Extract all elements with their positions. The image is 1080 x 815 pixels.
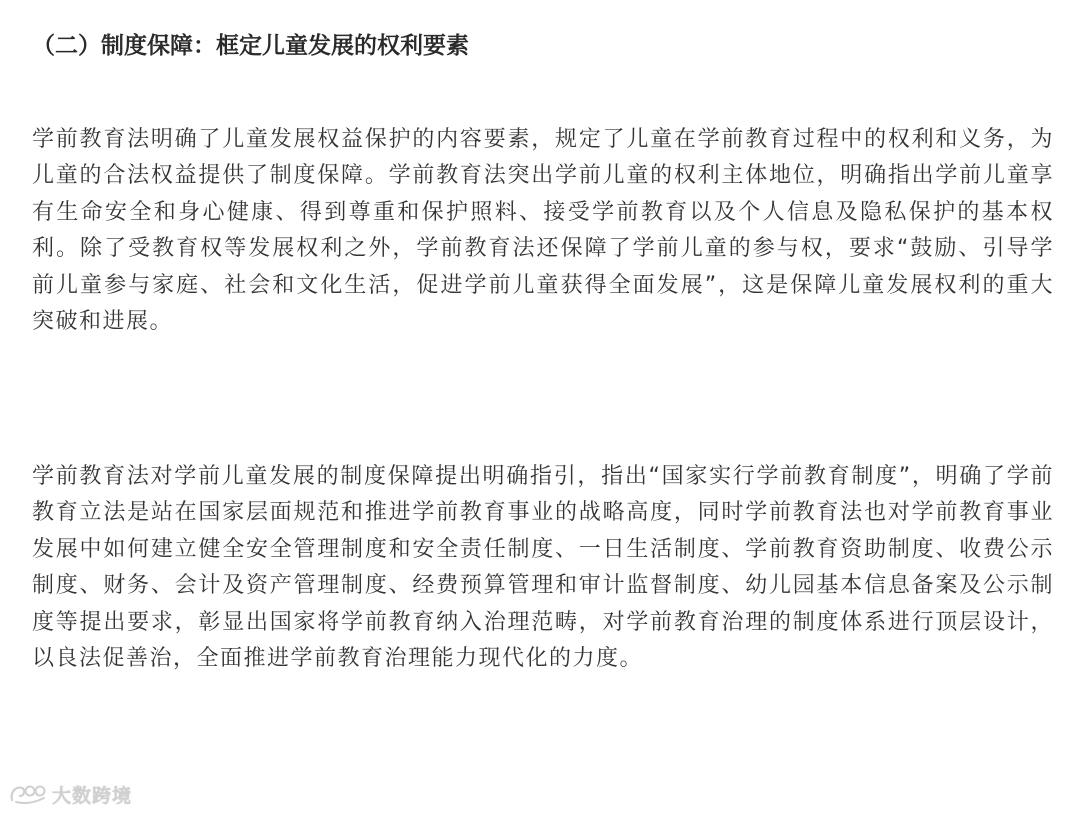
watermark-text: 大数跨境 — [52, 784, 133, 807]
brand-logo-icon — [8, 782, 48, 806]
paragraph-rights-elements: 学前教育法明确了儿童发展权益保护的内容要素，规定了儿童在学前教育过程中的权利和义务，为儿童的合法权益提供了制度保障。学前教育法突出学前儿童的权利主体地位，明确指出学前儿童享有生命安全和身心健康、得到尊重和保护照料、接受学前教育以及个人信息及隐私保护的基本权利。除了受教育权等发展权利之外，学前教育法还保障了学前儿童的参与权，要求“鼓励、引导学前儿童参与家庭、社会和文化生活，促进学前儿童获得全面发展”，这是保障儿童发展权利的重大突破和进展。 — [32, 127, 1054, 335]
watermark — [8, 781, 132, 807]
paragraph-institutional-guarantee: 学前教育法对学前儿童发展的制度保障提出明确指引，指出“国家实行学前教育制度”，明确了学前教育立法是站在国家层面规范和推进学前教育事业的战略高度，同时学前教育法也对学前教育事业发展中如何建立健全安全管理制度和安全责任制度、一日生活制度、学前教育资助制度、收费公示制度、财务、会计及资产管理制度、经费预算管理和审计监督制度、幼儿园基本信息备案及公示制度等提出要求，彰显出国家将学前教育纳入治理范畴，对学前教育治理的制度体系进行顶层设计，以良法促善治，全面推进学前教育治理能力现代化的力度。 — [32, 464, 1054, 672]
section-heading: （二）制度保障：框定儿童发展的权利要素 — [32, 33, 469, 59]
